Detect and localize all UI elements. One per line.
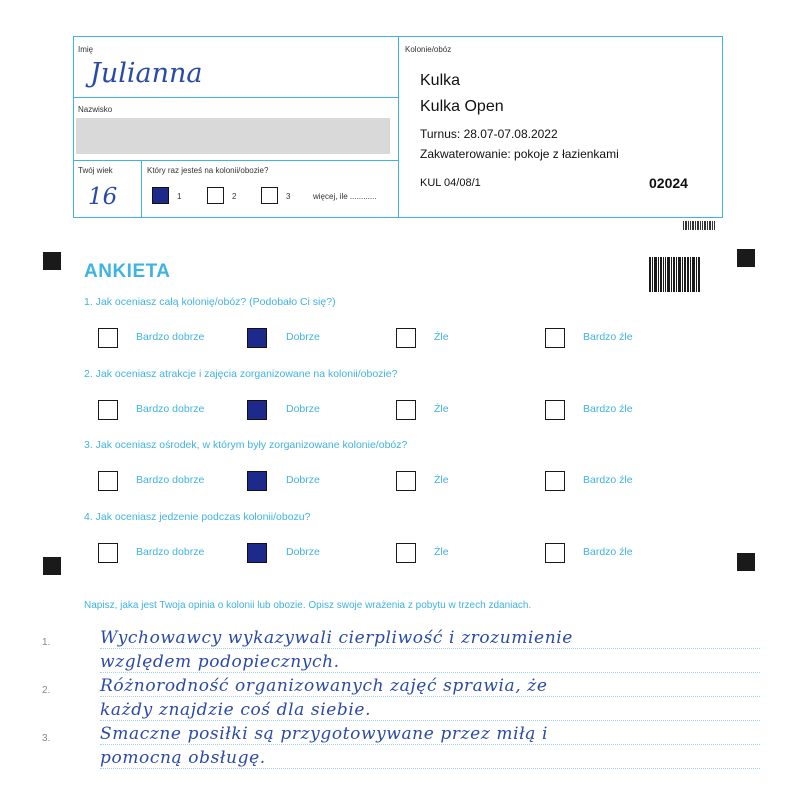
- q2-option-label-1: Bardzo dobrze: [136, 403, 205, 415]
- camp-program: Kulka Open: [420, 98, 504, 115]
- opinion-line-number-3: 3.: [42, 733, 51, 744]
- q2-checkbox-1[interactable]: [98, 400, 118, 420]
- q3-option-label-3: Źle: [434, 474, 449, 486]
- camp-code: KUL 04/08/1: [420, 177, 481, 189]
- registration-mark-top-right: [737, 249, 755, 267]
- times-option-1: 1: [177, 192, 182, 201]
- opinion-dotted-line: [100, 768, 760, 769]
- camp-name: Kulka: [420, 72, 461, 89]
- q1-option-label-1: Bardzo dobrze: [136, 331, 205, 343]
- small-barcode: [683, 221, 721, 230]
- q2-option-label-4: Bardzo źle: [583, 403, 633, 415]
- q3-option-label-4: Bardzo źle: [583, 474, 633, 486]
- times-option-2: 2: [232, 192, 237, 201]
- surname-label: Nazwisko: [78, 105, 113, 114]
- surname-redacted: [76, 118, 390, 154]
- q1-option-label-2: Dobrze: [286, 331, 320, 343]
- registration-mark-bottom-left: [43, 557, 61, 575]
- question-3: 3. Jak oceniasz ośrodek, w którym były zorganizowane kolonie/obóz?: [84, 439, 408, 451]
- opinion-instruction: Napisz, jaka jest Twoja opinia o kolonii lub obozie. Opisz swoje wrażenia z pobytu w trzech zdaniach.: [84, 600, 532, 611]
- q3-checkbox-4[interactable]: [545, 471, 565, 491]
- question-4: 4. Jak oceniasz jedzenie podczas kolonii/obozu?: [84, 511, 311, 523]
- opinion-handwritten-line-6: pomocną obsługę.: [100, 748, 266, 768]
- q4-checkbox-2[interactable]: [247, 543, 267, 563]
- opinion-dotted-line: [100, 744, 760, 745]
- camp-label: Kolonie/obóz: [405, 45, 452, 54]
- header-divider-surname: [74, 160, 398, 161]
- q3-checkbox-1[interactable]: [98, 471, 118, 491]
- survey-title: ANKIETA: [84, 261, 171, 282]
- registration-mark-bottom-right: [737, 553, 755, 571]
- opinion-handwritten-line-5: Smaczne posiłki są przygotowywane przez miłą i: [100, 724, 549, 744]
- q2-option-label-3: Źle: [434, 403, 449, 415]
- header-divider-vertical: [398, 37, 399, 217]
- question-2: 2. Jak oceniasz atrakcje i zajęcia zorganizowane na kolonii/obozie?: [84, 368, 398, 380]
- accommodation: Zakwaterowanie: pokoje z łazienkami: [420, 147, 619, 161]
- header-divider-name: [74, 97, 398, 98]
- opinion-dotted-line: [100, 696, 760, 697]
- q4-checkbox-1[interactable]: [98, 543, 118, 563]
- q2-option-label-2: Dobrze: [286, 403, 320, 415]
- q1-checkbox-1[interactable]: [98, 328, 118, 348]
- opinion-dotted-line: [100, 648, 760, 649]
- times-checkbox-3[interactable]: [261, 187, 278, 204]
- q4-option-label-2: Dobrze: [286, 546, 320, 558]
- q3-checkbox-3[interactable]: [396, 471, 416, 491]
- q2-checkbox-2[interactable]: [247, 400, 267, 420]
- opinion-line-number-1: 1.: [42, 637, 51, 648]
- times-label: Który raz jesteś na kolonii/obozie?: [147, 166, 269, 175]
- form-number: 02024: [649, 175, 688, 191]
- q2-checkbox-3[interactable]: [396, 400, 416, 420]
- age-value: 16: [88, 184, 118, 210]
- q3-option-label-2: Dobrze: [286, 474, 320, 486]
- q4-option-label-4: Bardzo źle: [583, 546, 633, 558]
- q2-checkbox-4[interactable]: [545, 400, 565, 420]
- opinion-line-number-2: 2.: [42, 685, 51, 696]
- name-value: Julianna: [90, 58, 203, 89]
- q1-option-label-3: Źle: [434, 331, 449, 343]
- opinion-dotted-line: [100, 720, 760, 721]
- q1-option-label-4: Bardzo źle: [583, 331, 633, 343]
- times-more: więcej, ile ............: [313, 192, 377, 201]
- q4-checkbox-3[interactable]: [396, 543, 416, 563]
- opinion-handwritten-line-2: względem podopiecznych.: [100, 652, 340, 672]
- header-divider-age: [141, 160, 142, 217]
- q4-option-label-3: Źle: [434, 546, 449, 558]
- opinion-dotted-line: [100, 672, 760, 673]
- turnus: Turnus: 28.07-07.08.2022: [420, 127, 558, 141]
- q1-checkbox-2[interactable]: [247, 328, 267, 348]
- q1-checkbox-4[interactable]: [545, 328, 565, 348]
- age-label: Twój wiek: [78, 166, 113, 175]
- barcode: [649, 257, 702, 292]
- times-checkbox-2[interactable]: [207, 187, 224, 204]
- times-checkbox-1[interactable]: [152, 187, 169, 204]
- q4-option-label-1: Bardzo dobrze: [136, 546, 205, 558]
- q3-checkbox-2[interactable]: [247, 471, 267, 491]
- question-1: 1. Jak oceniasz całą kolonię/obóz? (Podobało Ci się?): [84, 296, 336, 308]
- q1-checkbox-3[interactable]: [396, 328, 416, 348]
- opinion-handwritten-line-4: każdy znajdzie coś dla siebie.: [100, 700, 372, 720]
- opinion-handwritten-line-3: Różnorodność organizowanych zajęć sprawia, że: [100, 676, 548, 696]
- opinion-handwritten-line-1: Wychowawcy wykazywali cierpliwość i zrozumienie: [100, 628, 573, 648]
- q3-option-label-1: Bardzo dobrze: [136, 474, 205, 486]
- q4-checkbox-4[interactable]: [545, 543, 565, 563]
- name-label: Imię: [78, 45, 94, 54]
- registration-mark-top-left: [43, 252, 61, 270]
- times-option-3: 3: [286, 192, 291, 201]
